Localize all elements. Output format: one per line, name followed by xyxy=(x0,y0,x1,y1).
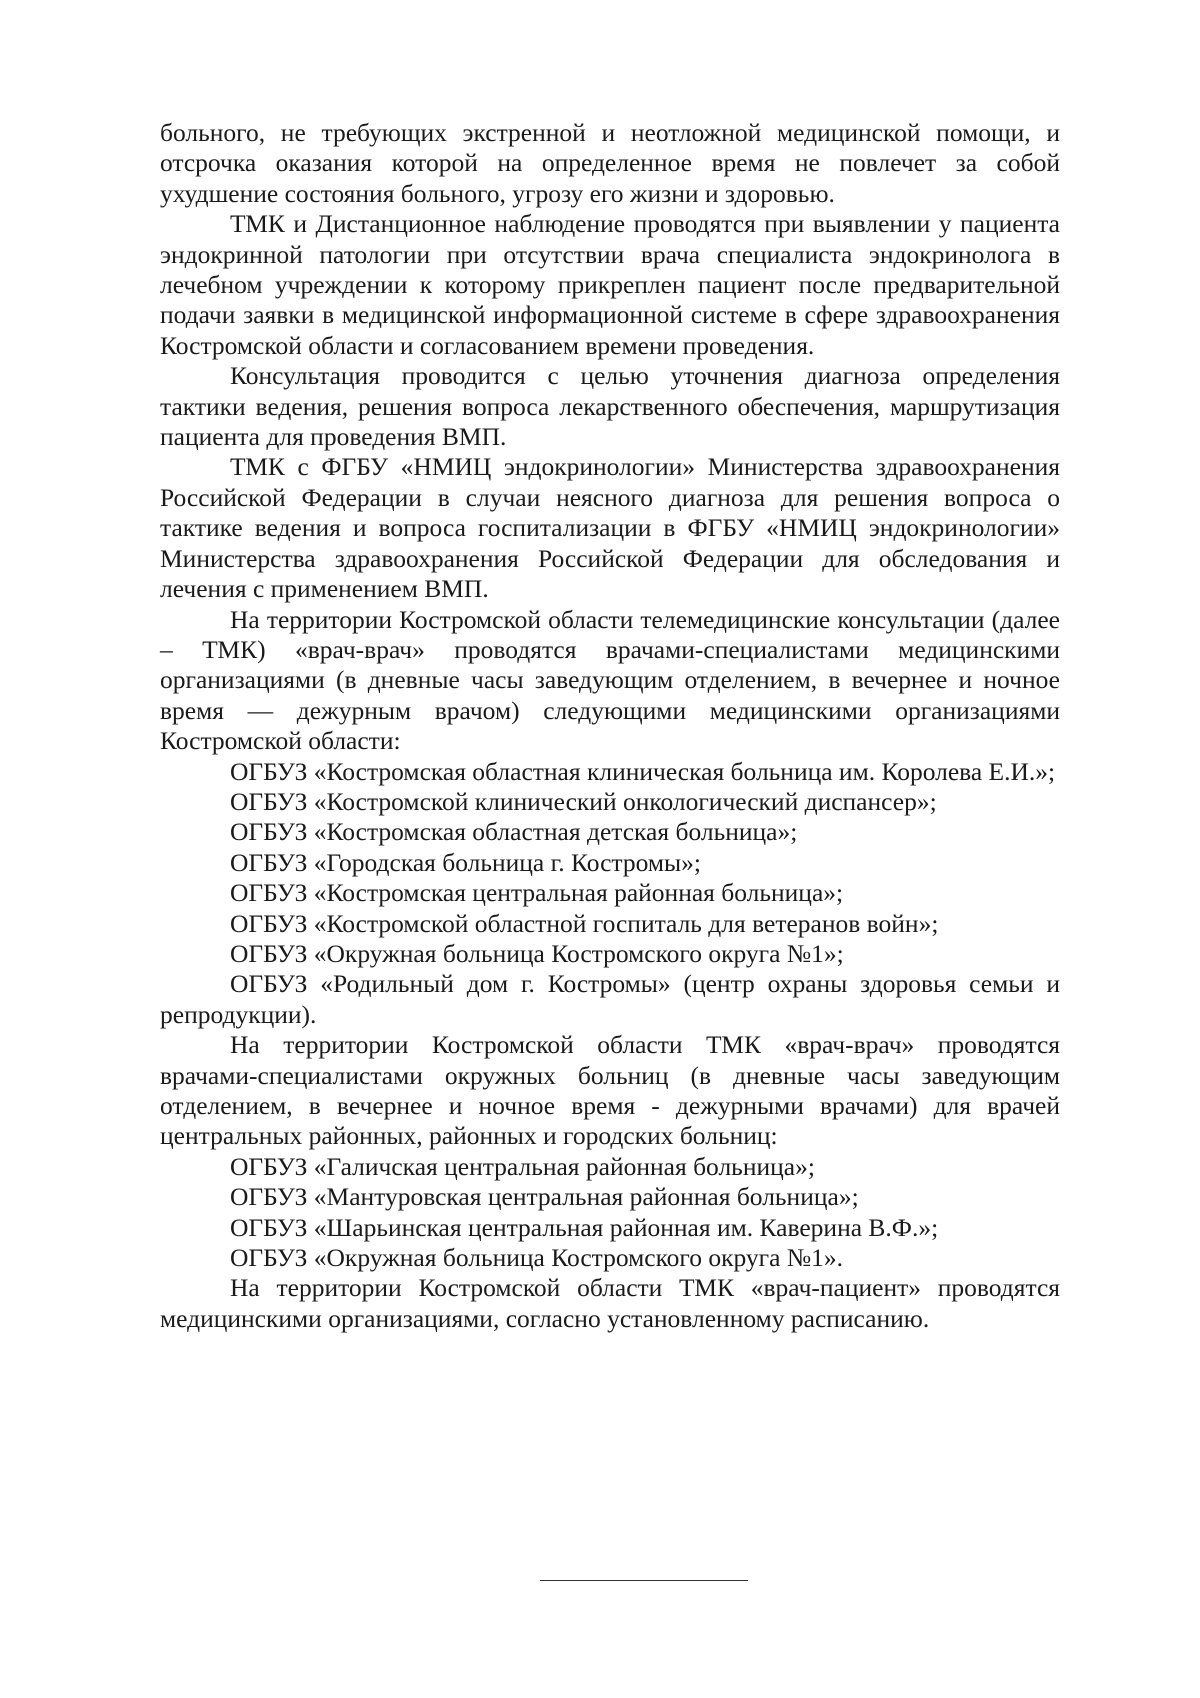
list-item: ОГБУЗ «Костромской клинический онкологический диспансер»; xyxy=(230,786,937,816)
list-item: ОГБУЗ «Галичская центральная районная больница»; xyxy=(230,1151,815,1181)
list-item: ОГБУЗ «Мантуровская центральная районная больница»; xyxy=(230,1182,859,1212)
intro-paragraph: больного, не требующих экстренной и неотложной медицинской помощи, и отсрочка оказания которой на определенное время не повлечет за собой ухудшение состояния больного, угрозу его жизни и здоровью. xyxy=(160,118,1060,208)
list-item: ОГБУЗ «Окружная больница Костромского округа №1». xyxy=(230,1243,844,1273)
list-item: ОГБУЗ «Костромская областная детская больница»; xyxy=(230,817,798,847)
consult-paragraph: Консультация проводится с целью уточнения диагноза определения тактики ведения, решения вопроса лекарственного обеспечения, маршрутизация пациента для проведения ВМП. xyxy=(160,361,1060,452)
document-body xyxy=(160,118,1060,1334)
patient-paragraph: На территории Костромской области ТМК «врач-пациент» проводятся медицинскими организациями, согласно установленному расписанию. xyxy=(160,1273,1060,1333)
list-item: ОГБУЗ «Костромской областной госпиталь для ветеранов войн»; xyxy=(230,908,939,938)
tmk-remote-paragraph: ТМК и Дистанционное наблюдение проводятся при выявлении у пациента эндокринной патологии при отсутствии врача специалиста эндокринолога в лечебном учреждении к которому прикреплен пациент после предварительной подачи заявки в медицинской информационной системе в сфере здравоохранения Костромской области и согласованием времени проведения. xyxy=(160,209,1060,360)
list-item: ОГБУЗ «Городская больница г. Костромы»; xyxy=(230,847,701,877)
list-item: ОГБУЗ «Шарьинская центральная районная им. Каверина В.Ф.»; xyxy=(230,1212,939,1242)
list-item: ОГБУЗ «Костромская областная клиническая больница им. Королева Е.И.»; xyxy=(230,756,1056,786)
nmic-paragraph: ТМК с ФГБУ «НМИЦ эндокринологии» Министерства здравоохранения Российской Федерации в случаи неясного диагноза для решения вопроса о тактике ведения и вопроса госпитализации в ФГБУ «НМИЦ эндокринологии» Министерства здравоохранения Российской Федерации для обследования и лечения с применением ВМП. xyxy=(160,452,1060,604)
list-item: ОГБУЗ «Родильный дом г. Костромы» (центр охраны здоровья семьи и репродукции). xyxy=(160,969,1060,1029)
territory-paragraph-2: На территории Костромской области ТМК «врач-врач» проводятся врачами-специалистами окружных больниц (в дневные часы заведующим отделением, в вечернее и ночное время - дежурными врачами) для врачей центральных районных, районных и городских больниц: xyxy=(160,1030,1060,1151)
list-item: ОГБУЗ «Окружная больница Костромского округа №1»; xyxy=(230,938,844,968)
territory-paragraph-1: На территории Костромской области телемедицинские консультации (далее – ТМК) «врач-врач» проводятся врачами-специалистами медицинскими организациями (в дневные часы заведующим отделением, в вечернее и ночное время — дежурным врачом) следующими медицинскими организациями Костромской области: xyxy=(160,604,1060,756)
list-item: ОГБУЗ «Костромская центральная районная больница»; xyxy=(230,878,844,908)
end-divider xyxy=(540,1580,748,1581)
